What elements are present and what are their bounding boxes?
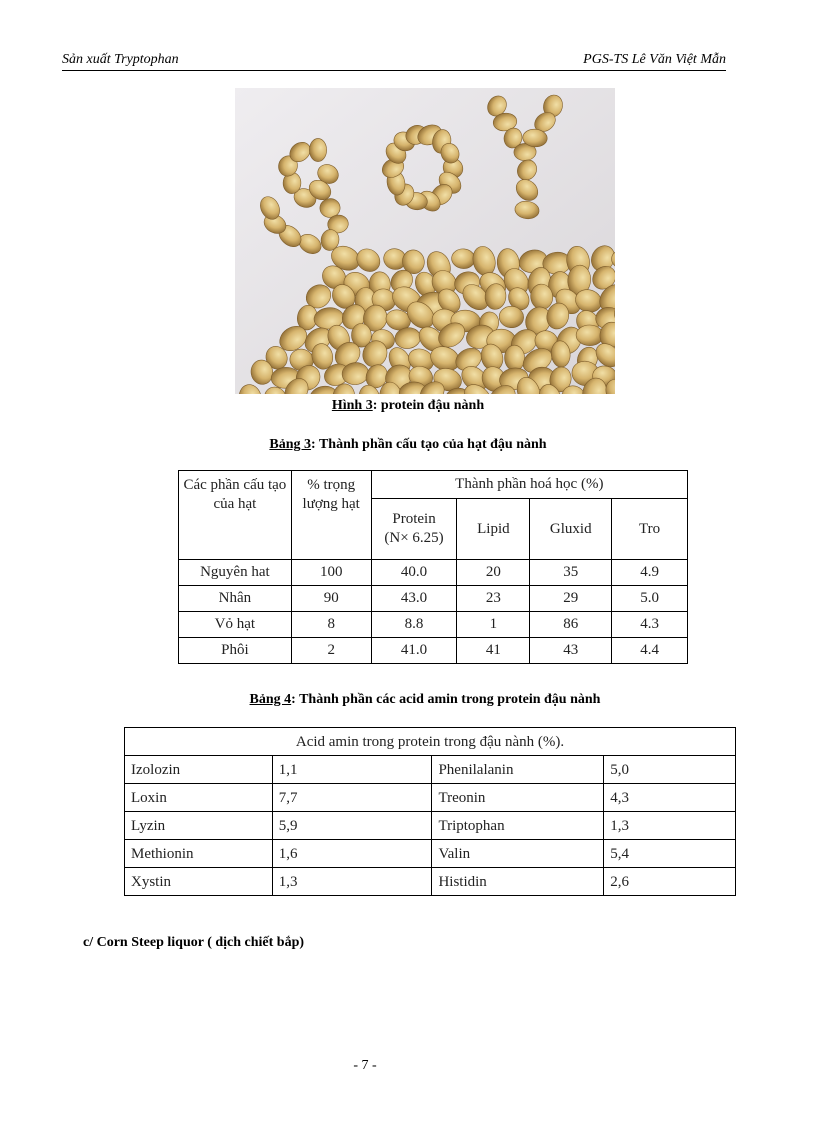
header-chemical: Thành phần hoá học (%) — [371, 471, 687, 499]
figure-caption-prefix: Hình 3 — [331, 398, 373, 413]
table3-caption — [0, 437, 816, 453]
table-row — [179, 560, 688, 586]
cell: 43.0 — [371, 586, 457, 612]
cell: 29 — [530, 586, 612, 612]
cell: Valin — [432, 840, 604, 868]
cell: 1,3 — [272, 868, 432, 896]
cell: Histidin — [432, 868, 604, 896]
cell: 4,3 — [604, 784, 736, 812]
cell: 1 — [457, 612, 530, 638]
header-weight: % trọng lượng hạt — [291, 471, 371, 560]
cell: 5.0 — [612, 586, 688, 612]
table-row — [125, 868, 736, 896]
cell: Nguyên hat — [179, 560, 292, 586]
cell: Treonin — [432, 784, 604, 812]
table-row — [125, 812, 736, 840]
amino-acid-table — [124, 727, 736, 896]
cell: Phôi — [179, 638, 292, 664]
table-row — [125, 784, 736, 812]
table4-caption-prefix: Bảng 4 — [249, 692, 292, 707]
cell: Triptophan — [432, 812, 604, 840]
table-row — [125, 756, 736, 784]
cell: 5,9 — [272, 812, 432, 840]
cell: Izolozin — [125, 756, 273, 784]
cell: 2 — [291, 638, 371, 664]
header-protein — [371, 499, 457, 560]
cell: 1,6 — [272, 840, 432, 868]
cell: 100 — [291, 560, 371, 586]
figure-caption — [0, 398, 816, 414]
cell: 1,3 — [604, 812, 736, 840]
cell: 7,7 — [272, 784, 432, 812]
header-gluxid: Gluxid — [530, 499, 612, 560]
cell: 2,6 — [604, 868, 736, 896]
page-number: - 7 - — [353, 1058, 377, 1073]
header-author: PGS-TS Lê Văn Việt Mẫn — [583, 52, 726, 67]
header-tro: Tro — [612, 499, 688, 560]
table-row — [179, 638, 688, 664]
table4-caption-text: : Thành phần các acid amin trong protein đậu nành — [291, 692, 601, 707]
table3-caption-text: : Thành phần cấu tạo của hạt đậu nành — [311, 437, 547, 452]
section-heading: c/ Corn Steep liquor ( dịch chiết bắp) — [83, 935, 305, 950]
figure-caption-text: : protein đậu nành — [372, 398, 485, 413]
cell: Xystin — [125, 868, 273, 896]
cell: 4.9 — [612, 560, 688, 586]
header-protein-line2: (N× 6.25) — [384, 530, 444, 546]
cell: 8 — [291, 612, 371, 638]
header-parts: Các phần cấu tạo của hạt — [179, 471, 292, 560]
cell: 41.0 — [371, 638, 457, 664]
soybeans-illustration — [235, 88, 615, 394]
header-left-title: Sản xuất Tryptophan — [62, 52, 179, 67]
cell: 1,1 — [272, 756, 432, 784]
cell: Loxin — [125, 784, 273, 812]
soybean — [309, 138, 326, 161]
header-lipid: Lipid — [457, 499, 530, 560]
table-row — [125, 840, 736, 868]
cell: 90 — [291, 586, 371, 612]
cell: Nhân — [179, 586, 292, 612]
table-row — [179, 612, 688, 638]
cell: 5,4 — [604, 840, 736, 868]
cell: 86 — [530, 612, 612, 638]
cell: Methionin — [125, 840, 273, 868]
table3-caption-prefix: Bảng 3 — [269, 437, 312, 452]
cell: 40.0 — [371, 560, 457, 586]
table-row — [179, 586, 688, 612]
cell: Lyzin — [125, 812, 273, 840]
cell: 5,0 — [604, 756, 736, 784]
cell: Vỏ hạt — [179, 612, 292, 638]
header-protein-line1: Protein — [392, 511, 436, 527]
cell: 20 — [457, 560, 530, 586]
soybean — [576, 325, 604, 346]
cell: 35 — [530, 560, 612, 586]
cell: 4.4 — [612, 638, 688, 664]
amino-acid-header: Acid amin trong protein trong đậu nành (%). — [125, 728, 736, 756]
table4-caption — [0, 692, 816, 708]
cell: 41 — [457, 638, 530, 664]
cell: Phenilalanin — [432, 756, 604, 784]
soybeans-photo — [235, 88, 615, 394]
cell: 4.3 — [612, 612, 688, 638]
seed-composition-table — [178, 470, 688, 664]
cell: 23 — [457, 586, 530, 612]
cell: 43 — [530, 638, 612, 664]
cell: 8.8 — [371, 612, 457, 638]
page-header — [62, 52, 726, 71]
